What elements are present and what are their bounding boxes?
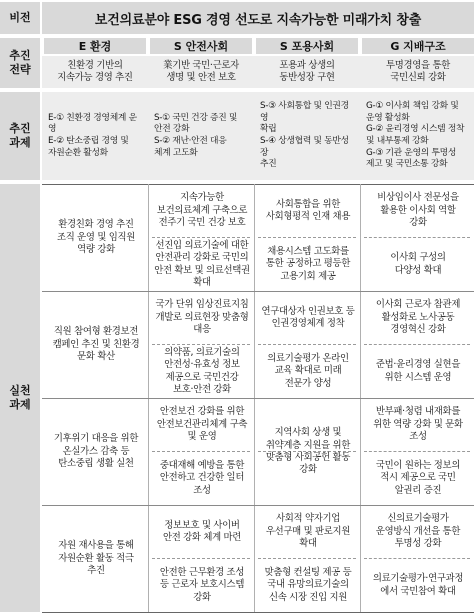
actions-label: 실천 과제 [0,184,40,612]
task-cell-safe-society: S-① 국민 건강 증진 및 안전 강화 S-② 재난·안전 대응 체계 고도화 [154,112,238,158]
task-cell-environment: E-① 친환경 경영체계 운영 E-② 탄소중립 경영 및 자원순환 활성화 [48,112,137,158]
action-inclusive-society-6: 사회적 약자기업 우선구매 및 판로지원 확대 [265,513,351,550]
action-safe-society-2: 선진입 의료기술에 대한 안전관리 강화로 국민의 안전 확보 및 의료선택권 확대 [154,239,250,288]
vision-label: 비전 [0,2,40,34]
action-inclusive-society-4: 의료기술평가 온라인 교육 확대로 미래 전문가 양성 [267,352,349,389]
action-environment-4: 자원 재사용을 통해 자원순환 활동 적극 추진 [58,540,134,577]
column-header-inclusive-society: S 포용사회 [256,38,358,54]
strategy-cell-inclusive-society: 포용과 상생의 동반성장 구현 [279,59,335,83]
task-cell-governance: G-① 이사회 책임 강화 및 운영 활성화 G-② 윤리경영 시스템 정착 및 내부통제 강화 G-③ 기관 운영의 투명성 제고 및 국민소통 강화 [366,101,465,170]
action-environment-2: 직원 참여형 환경보전 캠페인 추진 및 친환경 문화 확산 [52,326,140,363]
action-inclusive-society-1: 사회통합을 위한 사회형평적 인재 채용 [265,198,351,222]
action-inclusive-society-2: 채용시스템 고도화를 통한 공정하고 평등한 고용기회 제공 [265,245,351,282]
tasks-label: 추진 과제 [0,92,40,180]
action-environment-1: 환경친화 경영 추진 조직 운영 및 임직원 역량 강화 [56,219,136,256]
action-governance-7: 신의료기술평가 운영방식 개선을 통한 투명성 강화 [375,513,461,550]
strategy-cell-safe-society: 業기반 국민·근로자 생명 및 안전 보호 [163,59,239,83]
task-cell-inclusive-society: S-③ 사회통합 및 인권경영 확립 S-④ 상생협력 및 동반성장 추진 [260,101,349,170]
action-safe-society-5: 안전보건 강화를 위한 안전보건관리체계 구축 및 운영 [156,406,248,443]
action-governance-4: 준법·윤리경영 실현을 위한 시스템 운영 [375,359,461,383]
action-safe-society-6: 중대재해 예방을 통한 안전하고 건강한 일터 조성 [159,459,245,496]
column-header-governance: G 지배구조 [362,38,474,54]
action-governance-6: 국민이 원하는 정보의 적시 제공으로 국민 알권리 증진 [375,459,461,496]
action-safe-society-8: 안전한 근무환경 조성 등 근로자 보호시스템 강화 [159,566,245,603]
action-governance-8: 의료기술평가·연구과정 에서 국민참여 확대 [372,573,464,597]
action-inclusive-society-3: 연구대상자 인권보호 등 인권경영체계 정착 [261,305,355,329]
vision-title: 보건의료분야 ESG 경영 선도로 지속가능한 미래가치 창출 [42,2,474,34]
action-safe-society-7: 정보보호 및 사이버 안전 강화 체계 마련 [162,519,242,543]
action-inclusive-society-5: 지역사회 상생 및 취약계층 지원을 위한 맞춤형 사회공헌 활동 강화 [265,427,351,476]
strategy-cell-environment: 친환경 기반의 지속가능 경영 추진 [57,59,133,83]
action-governance-5: 반부패·청렴 내재화를 위한 역량 강화 및 문화 조성 [373,406,463,443]
strategy-label: 추진 전략 [0,38,40,88]
action-governance-1: 비상임이사 전문성을 활용한 이사회 역할 강화 [377,192,459,229]
action-governance-3: 이사회 근로자 참관제 활성화로 노사공동 경영혁신 강화 [375,299,461,336]
action-governance-2: 이사회 구성의 다양성 확대 [390,252,446,276]
column-header-safe-society: S 안전사회 [150,38,252,54]
column-header-environment: E 환경 [44,38,146,54]
action-environment-3: 기후위기 대응을 위한 온실가스 감축 등 탄소중립 생활 실천 [53,433,139,470]
action-safe-society-4: 의약품, 의료기술의 안전성·유효성 정보 제공으로 국민건강 보호·안전 강화 [164,346,240,395]
action-inclusive-society-7: 맞춤형 컨설팅 제공 등 국내 유망의료기술의 신속 시장 진입 지원 [264,566,352,603]
action-safe-society-1: 지속가능한 보건의료체계 구축으로 전주기 국민 건강 보호 [156,192,248,229]
strategy-cell-governance: 투명경영을 통한 국민신뢰 강화 [386,59,450,83]
action-safe-society-3: 국가 단위 임상진료지침 개발로 의료현장 맞춤형 대응 [155,299,249,336]
